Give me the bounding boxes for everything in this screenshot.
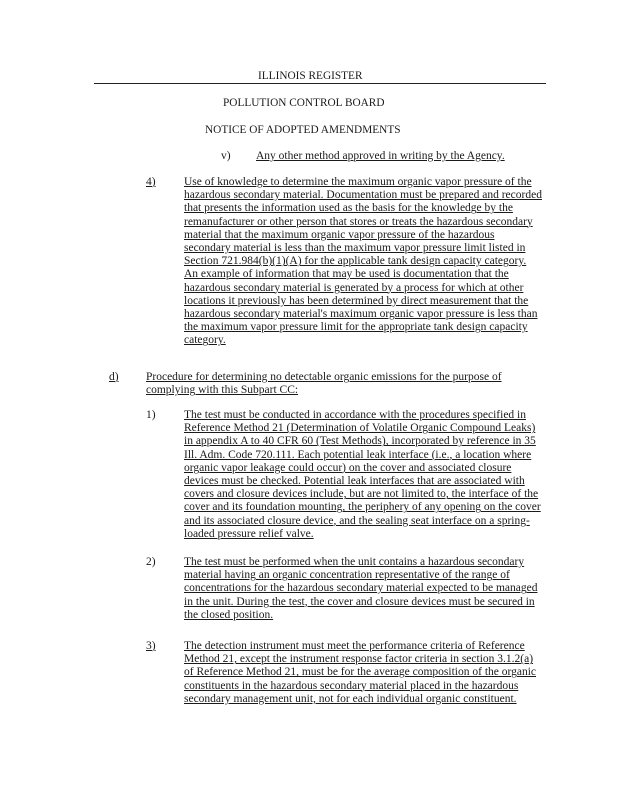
item-2-text: The test must be performed when the unit contains a hazardous secondary material having an organic concentration representative of the range of concentrations for the hazardous secondary material expected to be managed in the unit. During the test, the cover and closure devices must be secured in the closed position. <box>184 556 538 621</box>
item-4-label: 4) <box>146 176 156 188</box>
item-3-label: 3) <box>146 640 156 652</box>
register-title: ILLINOIS REGISTER <box>258 70 363 82</box>
notice-title: NOTICE OF ADOPTED AMENDMENTS <box>205 124 401 136</box>
item-2-label: 2) <box>146 556 156 568</box>
board-title: POLLUTION CONTROL BOARD <box>223 97 385 109</box>
item-v-label: v) <box>221 150 231 162</box>
header-rule <box>94 83 546 84</box>
item-1-text-underlined: The test must be conducted in accordance with the procedures specified in <box>184 409 526 421</box>
item-1-label: 1) <box>146 409 156 421</box>
item-v-text: Any other method approved in writing by the Agency. <box>256 150 505 162</box>
item-4-text: Use of knowledge to determine the maximum organic vapor pressure of the hazardous secondary material. Documentation must be prepared and recorded that presents the information used as the basis for the knowledge by the remanufacturer or other person that stores or treats the hazardous secondary material that the maximum organic vapor pressure of the hazardous secondary material is less than the maximum vapor pressure limit listed in Section 721.984(b)(1)(A) for the applicable tank design capacity category. An example of information that may be used is documentation that the hazardous secondary material is generated by a process for which at other locations it previously has been determined by direct measurement that the hazardous secondary material's maximum organic vapor pressure is less than the maximum vapor pressure limit for the appropriate tank design capacity category. <box>184 176 542 347</box>
item-3-text: The detection instrument must meet the performance criteria of Reference Method 21, except the instrument response factor criteria in section 3.1.2(a) of Reference Method 21, must be for the average composition of the organic constituents in the hazardous secondary material placed in the hazardous secondary management unit, not for each individual organic constituent. <box>184 640 537 705</box>
section-d-label: d) <box>109 371 119 383</box>
item-1-text <box>184 409 543 541</box>
item-1-text-rest: Reference Method 21 (Determination of Volatile Organic Compound Leaks) in appendix A to 40 CFR 60 (Test Methods), incorporated by reference in 35 Ill. Adm. Code 720.111. Each potential leak interface (i.e., a location where organic vapor leakage could occur) on the cover and associated closure devices must be checked. Potential leak interfaces that are associated with covers and closure devices include, but are not limited to, the interface of the cover and its foundation mounting, the periphery of any opening on the cover and its associated closure device, and the sealing seat interface on a spring-loaded pressure relief valve. <box>184 422 541 540</box>
section-d-text: Procedure for determining no detectable organic emissions for the purpose of complying with this Subpart CC: <box>146 371 502 397</box>
